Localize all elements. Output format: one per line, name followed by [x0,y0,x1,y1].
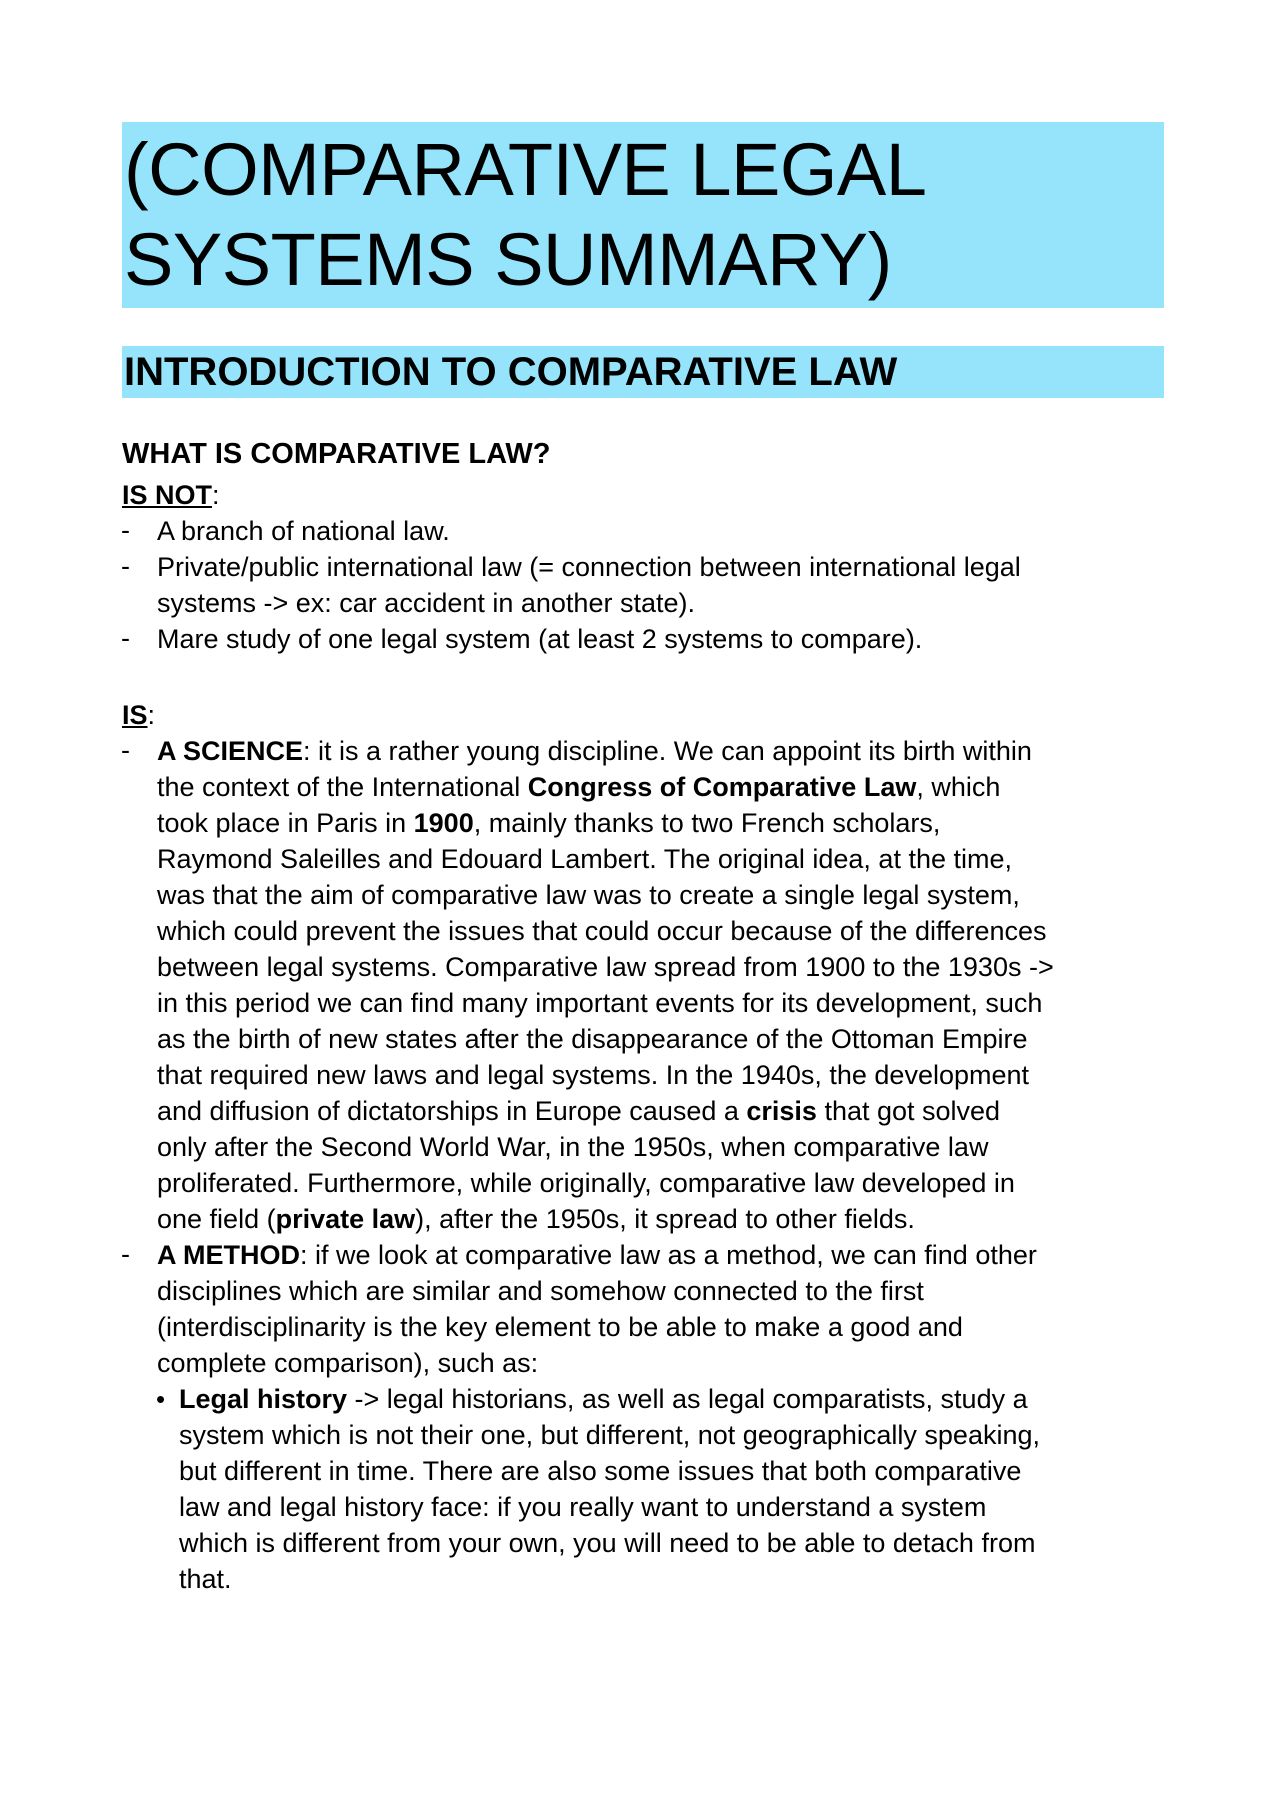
legal-history-line-4: law and legal history face: if you really want to understand a system [179,1492,987,1522]
science-line-14-post: ), after the 1950s, it spread to other fields. [415,1204,915,1234]
science-line-3-pre: took place in Paris in [157,808,414,838]
science-line-11-post: that got solved [816,1096,1001,1126]
science-lead: A SCIENCE [157,736,304,766]
is-not-label-text: IS NOT [122,480,213,510]
dash-bullet: - [121,623,130,653]
section-heading-text: INTRODUCTION TO COMPARATIVE LAW [124,350,898,394]
method-line-3: (interdisciplinarity is the key element to be able to make a good and [157,1312,963,1342]
title-line-1: (COMPARATIVE LEGAL [124,128,927,211]
legal-history-line-6: that. [179,1564,232,1594]
is-label-text: IS [122,700,148,730]
science-crisis-bold: crisis [746,1096,817,1126]
science-line-3 [157,805,940,841]
is-not-colon: : [212,480,220,510]
dash-bullet: - [121,551,130,581]
is-not-item-2-line-2: systems -> ex: car accident in another state). [157,588,695,618]
legal-history-line-5: which is different from your own, you will need to be able to detach from [179,1528,1036,1558]
science-congress-bold: Congress of Comparative Law [527,772,917,802]
science-line-14 [157,1201,915,1237]
science-line-2-pre: the context of the International [157,772,528,802]
science-line-14-pre: one field ( [157,1204,276,1234]
legal-history-line-1 [179,1381,1028,1417]
dash-bullet: - [121,735,130,765]
method-line-2: disciplines which are similar and somehow connected to the first [157,1276,924,1306]
method-lead: A METHOD [157,1240,300,1270]
section-heading [122,346,1164,398]
science-line-8: in this period we can find many important events for its development, such [157,988,1043,1018]
science-line-1-text: : it is a rather young discipline. We can appoint its birth within [303,736,1032,766]
science-line-2 [157,769,1000,805]
is-not-item-3: Mare study of one legal system (at least 2 systems to compare). [157,624,923,654]
legal-history-lead: Legal history [179,1384,348,1414]
is-colon: : [147,700,156,730]
legal-history-line-2: system which is not their one, but different, not geographically speaking, [179,1420,1040,1450]
science-line-13: proliferated. Furthermore, while originally, comparative law developed in [157,1168,1015,1198]
method-line-4: complete comparison), such as: [157,1348,539,1378]
title-line-2: SYSTEMS SUMMARY) [124,218,892,301]
dash-bullet: - [121,515,130,545]
science-line-11 [157,1093,1000,1129]
is-not-item-1: A branch of national law. [157,516,450,546]
legal-history-line-3: but different in time. There are also some issues that both comparative [179,1456,1022,1486]
legal-history-line-1-text: -> legal historians, as well as legal comparatists, study a [347,1384,1028,1414]
science-line-3-post: , mainly thanks to two French scholars, [473,808,941,838]
document-title [122,122,1164,308]
science-line-7: between legal systems. Comparative law spread from 1900 to the 1930s -> [157,952,1054,982]
science-line-10: that required new laws and legal systems. In the 1940s, the development [157,1060,1030,1090]
science-line-5: was that the aim of comparative law was to create a single legal system, [157,880,1020,910]
science-line-6: which could prevent the issues that could occur because of the differences [157,916,1047,946]
science-line-2-post: , which [916,772,1001,802]
science-line-12: only after the Second World War, in the 1950s, when comparative law [157,1132,989,1162]
science-private-law-bold: private law [275,1204,416,1234]
dash-bullet: - [121,1239,130,1269]
science-line-9: as the birth of new states after the disappearance of the Ottoman Empire [157,1024,1028,1054]
science-line-11-pre: and diffusion of dictatorships in Europe caused a [157,1096,747,1126]
is-label [122,697,155,733]
method-line-1-text: : if we look at comparative law as a method, we can find other [300,1240,1037,1270]
is-not-label [122,477,220,513]
science-year-bold: 1900 [413,808,474,838]
method-line-1 [157,1237,1037,1273]
science-line-4: Raymond Saleilles and Edouard Lambert. The original idea, at the time, [157,844,1012,874]
round-bullet: • [156,1384,166,1414]
science-line-1 [157,733,1032,769]
subheading: WHAT IS COMPARATIVE LAW? [122,438,551,470]
is-not-item-2-line-1: Private/public international law (= connection between international legal [157,552,1021,582]
